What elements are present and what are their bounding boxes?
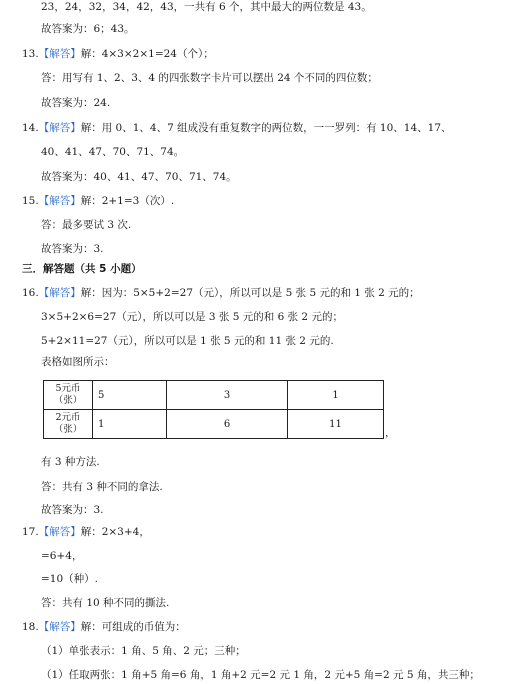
- header-text: （张）: [53, 424, 83, 435]
- line-text: 故答案为：3.: [41, 243, 104, 255]
- answer-tag: 【解答】: [38, 48, 81, 60]
- combination-table: [43, 380, 384, 439]
- line-text: 答：共有 3 种不同的拿法.: [41, 481, 163, 493]
- text-line: [41, 334, 334, 348]
- table-cell: 1: [93, 410, 167, 439]
- question-number: 18.: [22, 621, 39, 633]
- table-cell: 6: [167, 410, 288, 439]
- line-text: 答：共有 10 种不同的撕法.: [41, 597, 170, 609]
- section-heading: [22, 262, 142, 276]
- question-solution-line: [22, 286, 420, 300]
- line-text: 故答案为：40、41、47、70、71、74。: [41, 171, 237, 183]
- line-text: 解：用 0、1、4、7 组成没有重复数字的两位数，一一罗列：有 10、14、17、: [80, 122, 452, 134]
- row-header-5yuan: [44, 381, 93, 410]
- table-row: [44, 410, 384, 439]
- question-number: 17.: [22, 526, 39, 538]
- question-solution-line: [22, 525, 150, 539]
- header-text: （张）: [53, 395, 83, 406]
- line-text: 40、41、47、70、71、74。: [41, 146, 185, 158]
- line-text: 解：因为：5×5+2=27（元），所以可以是 5 张 5 元的和 1 张 2 元的；: [80, 287, 420, 299]
- text-line: [41, 96, 110, 110]
- table-row: [44, 381, 384, 410]
- line-text: 3×5+2×6=27（元），所以可以是 3 张 5 元的和 6 张 2 元的；: [41, 311, 343, 323]
- text-line: [41, 644, 246, 658]
- question-solution-line: [22, 194, 174, 208]
- line-text: 解：2×3+4，: [80, 526, 150, 538]
- text-line: [41, 170, 237, 184]
- text-line: [41, 71, 378, 85]
- text-line: [41, 355, 115, 369]
- answer-tag: 【解答】: [38, 122, 81, 134]
- line-text: 表格如图所示：: [41, 356, 115, 368]
- question-number: 14.: [22, 122, 39, 134]
- header-text: 5元币: [55, 383, 81, 394]
- line-text: 解：4×3×2×1=24（个）；: [80, 48, 214, 60]
- table-cell: 5: [93, 381, 167, 410]
- line-text: （1）单张表示：1 角、5 角、2 元；三种；: [41, 645, 246, 657]
- text-line: [41, 455, 100, 469]
- text-line: [41, 596, 169, 610]
- table-trailing-comma: ，: [385, 427, 396, 439]
- question-number: 16.: [22, 287, 39, 299]
- question-solution-line: [22, 47, 214, 61]
- question-solution-line: [22, 121, 452, 135]
- table-cell: 11: [288, 410, 384, 439]
- text-line: [41, 668, 480, 682]
- header-text: 2元币: [55, 412, 81, 423]
- text-line: [41, 480, 163, 494]
- question-number: 13.: [22, 48, 39, 60]
- answer-tag: 【解答】: [38, 195, 81, 207]
- text-line: [41, 310, 343, 324]
- line-text: 三．解答题（共 5 小题）: [22, 263, 142, 275]
- line-text: 解：可组成的币值为：: [80, 621, 186, 633]
- line-text: 故答案为：6；43。: [41, 23, 135, 35]
- text-line: [41, 242, 104, 256]
- table-cell: 3: [167, 381, 288, 410]
- line-text: 答：用写有 1、2、3、4 的四张数字卡片可以摆出 24 个不同的四位数；: [41, 72, 378, 84]
- line-text: 5+2×11=27（元），所以可以是 1 张 5 元的和 11 张 2 元的.: [41, 335, 334, 347]
- text-line: [41, 503, 104, 517]
- answer-tag: 【解答】: [38, 526, 81, 538]
- row-header-2yuan: [44, 410, 93, 439]
- text-line: [41, 218, 131, 232]
- line-text: =10（种）.: [41, 573, 98, 585]
- line-text: 解：2+1=3（次）.: [80, 195, 175, 207]
- line-text: =6+4，: [41, 550, 83, 562]
- text-line: [41, 572, 98, 586]
- answer-tag: 【解答】: [38, 287, 81, 299]
- answer-tag: 【解答】: [38, 621, 81, 633]
- question-solution-line: [22, 620, 186, 634]
- line-text: 故答案为：3.: [41, 504, 104, 516]
- line-text: （1）任取两张：1 角+5 角=6 角，1 角+2 元=2 元 1 角，2 元+5 角=2 元 5 角，共三种；: [41, 669, 480, 681]
- table-cell: 1: [288, 381, 384, 410]
- text-line: [41, 0, 372, 14]
- line-text: 有 3 种方法.: [41, 456, 100, 468]
- line-text: 答：最多要试 3 次.: [41, 219, 132, 231]
- line-text: 故答案为：24.: [41, 97, 111, 109]
- line-text: 23，24，32，34，42，43，一共有 6 个，其中最大的两位数是 43。: [41, 1, 372, 13]
- text-line: [41, 22, 135, 36]
- question-number: 15.: [22, 195, 39, 207]
- text-line: [41, 549, 82, 563]
- text-line: [41, 145, 184, 159]
